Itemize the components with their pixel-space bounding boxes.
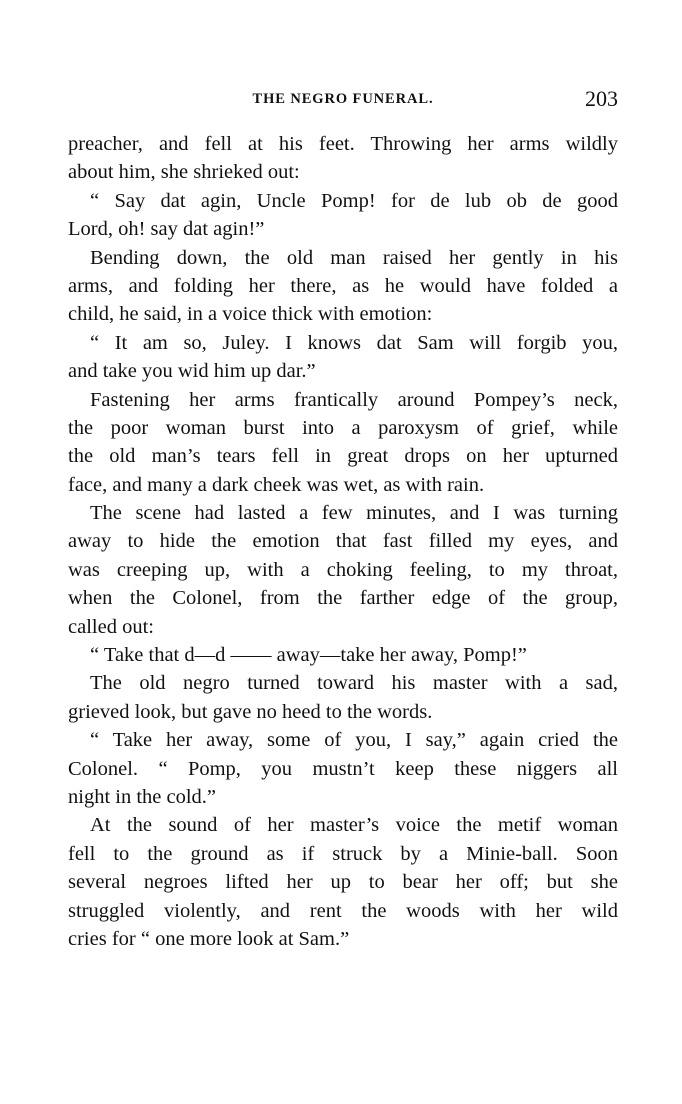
text-line: was creeping up, with a choking feeling, to my throat, (68, 558, 618, 581)
text-line: called out: (68, 615, 154, 638)
text-line: Fastening her arms frantically around Pompey’s neck, (90, 388, 618, 411)
text-line: night in the cold.” (68, 785, 217, 808)
text-line: preacher, and fell at his feet. Throwing her arms wildly (68, 133, 618, 155)
text-line: At the sound of her master’s voice the metif woman (90, 814, 618, 837)
text-line: Bending down, the old man raised her gently in his (90, 246, 618, 269)
text-line: the old man’s tears fell in great drops on her upturned (68, 445, 618, 468)
text-line: several negroes lifted her up to bear her off; but she (68, 871, 618, 894)
text-line: cries for “ one more look at Sam.” (68, 927, 350, 950)
text-line: child, he said, in a voice thick with emotion: (68, 303, 433, 326)
text-line: “ Take that d—d —— away—take her away, Pomp!” (90, 644, 527, 667)
text-line: when the Colonel, from the farther edge of the group, (68, 587, 618, 610)
text-line: Colonel. “ Pomp, you mustn’t keep these niggers all (68, 757, 618, 780)
running-title: THE NEGRO FUNERAL. (252, 91, 434, 107)
text-line: about him, she shrieked out: (68, 161, 300, 184)
body-text (68, 130, 618, 953)
text-line: struggled violently, and rent the woods with her wild (68, 899, 618, 922)
text-line: The old negro turned toward his master with a sad, (90, 672, 618, 695)
text-line: the poor woman burst into a paroxysm of grief, while (68, 416, 618, 439)
text-line: away to hide the emotion that fast filled my eyes, and (68, 530, 618, 553)
text-line: arms, and folding her there, as he would have folded a (68, 274, 618, 297)
text-line: grieved look, but gave no heed to the words. (68, 700, 433, 723)
text-line: “ Say dat agin, Uncle Pomp! for de lub ob de good (90, 189, 618, 212)
text-line: “ It am so, Juley. I knows dat Sam will forgib you, (90, 331, 618, 354)
text-line: fell to the ground as if struck by a Minie-ball. Soon (68, 842, 618, 865)
text-line: The scene had lasted a few minutes, and I was turning (90, 502, 618, 525)
text-line: “ Take her away, some of you, I say,” again cried the (90, 729, 618, 752)
page-number: 203 (585, 86, 618, 111)
text-line: Lord, oh! say dat agin!” (68, 218, 265, 241)
text-line: face, and many a dark cheek was wet, as with rain. (68, 473, 485, 496)
text-line: and take you wid him up dar.” (68, 360, 316, 383)
running-head (68, 86, 618, 116)
